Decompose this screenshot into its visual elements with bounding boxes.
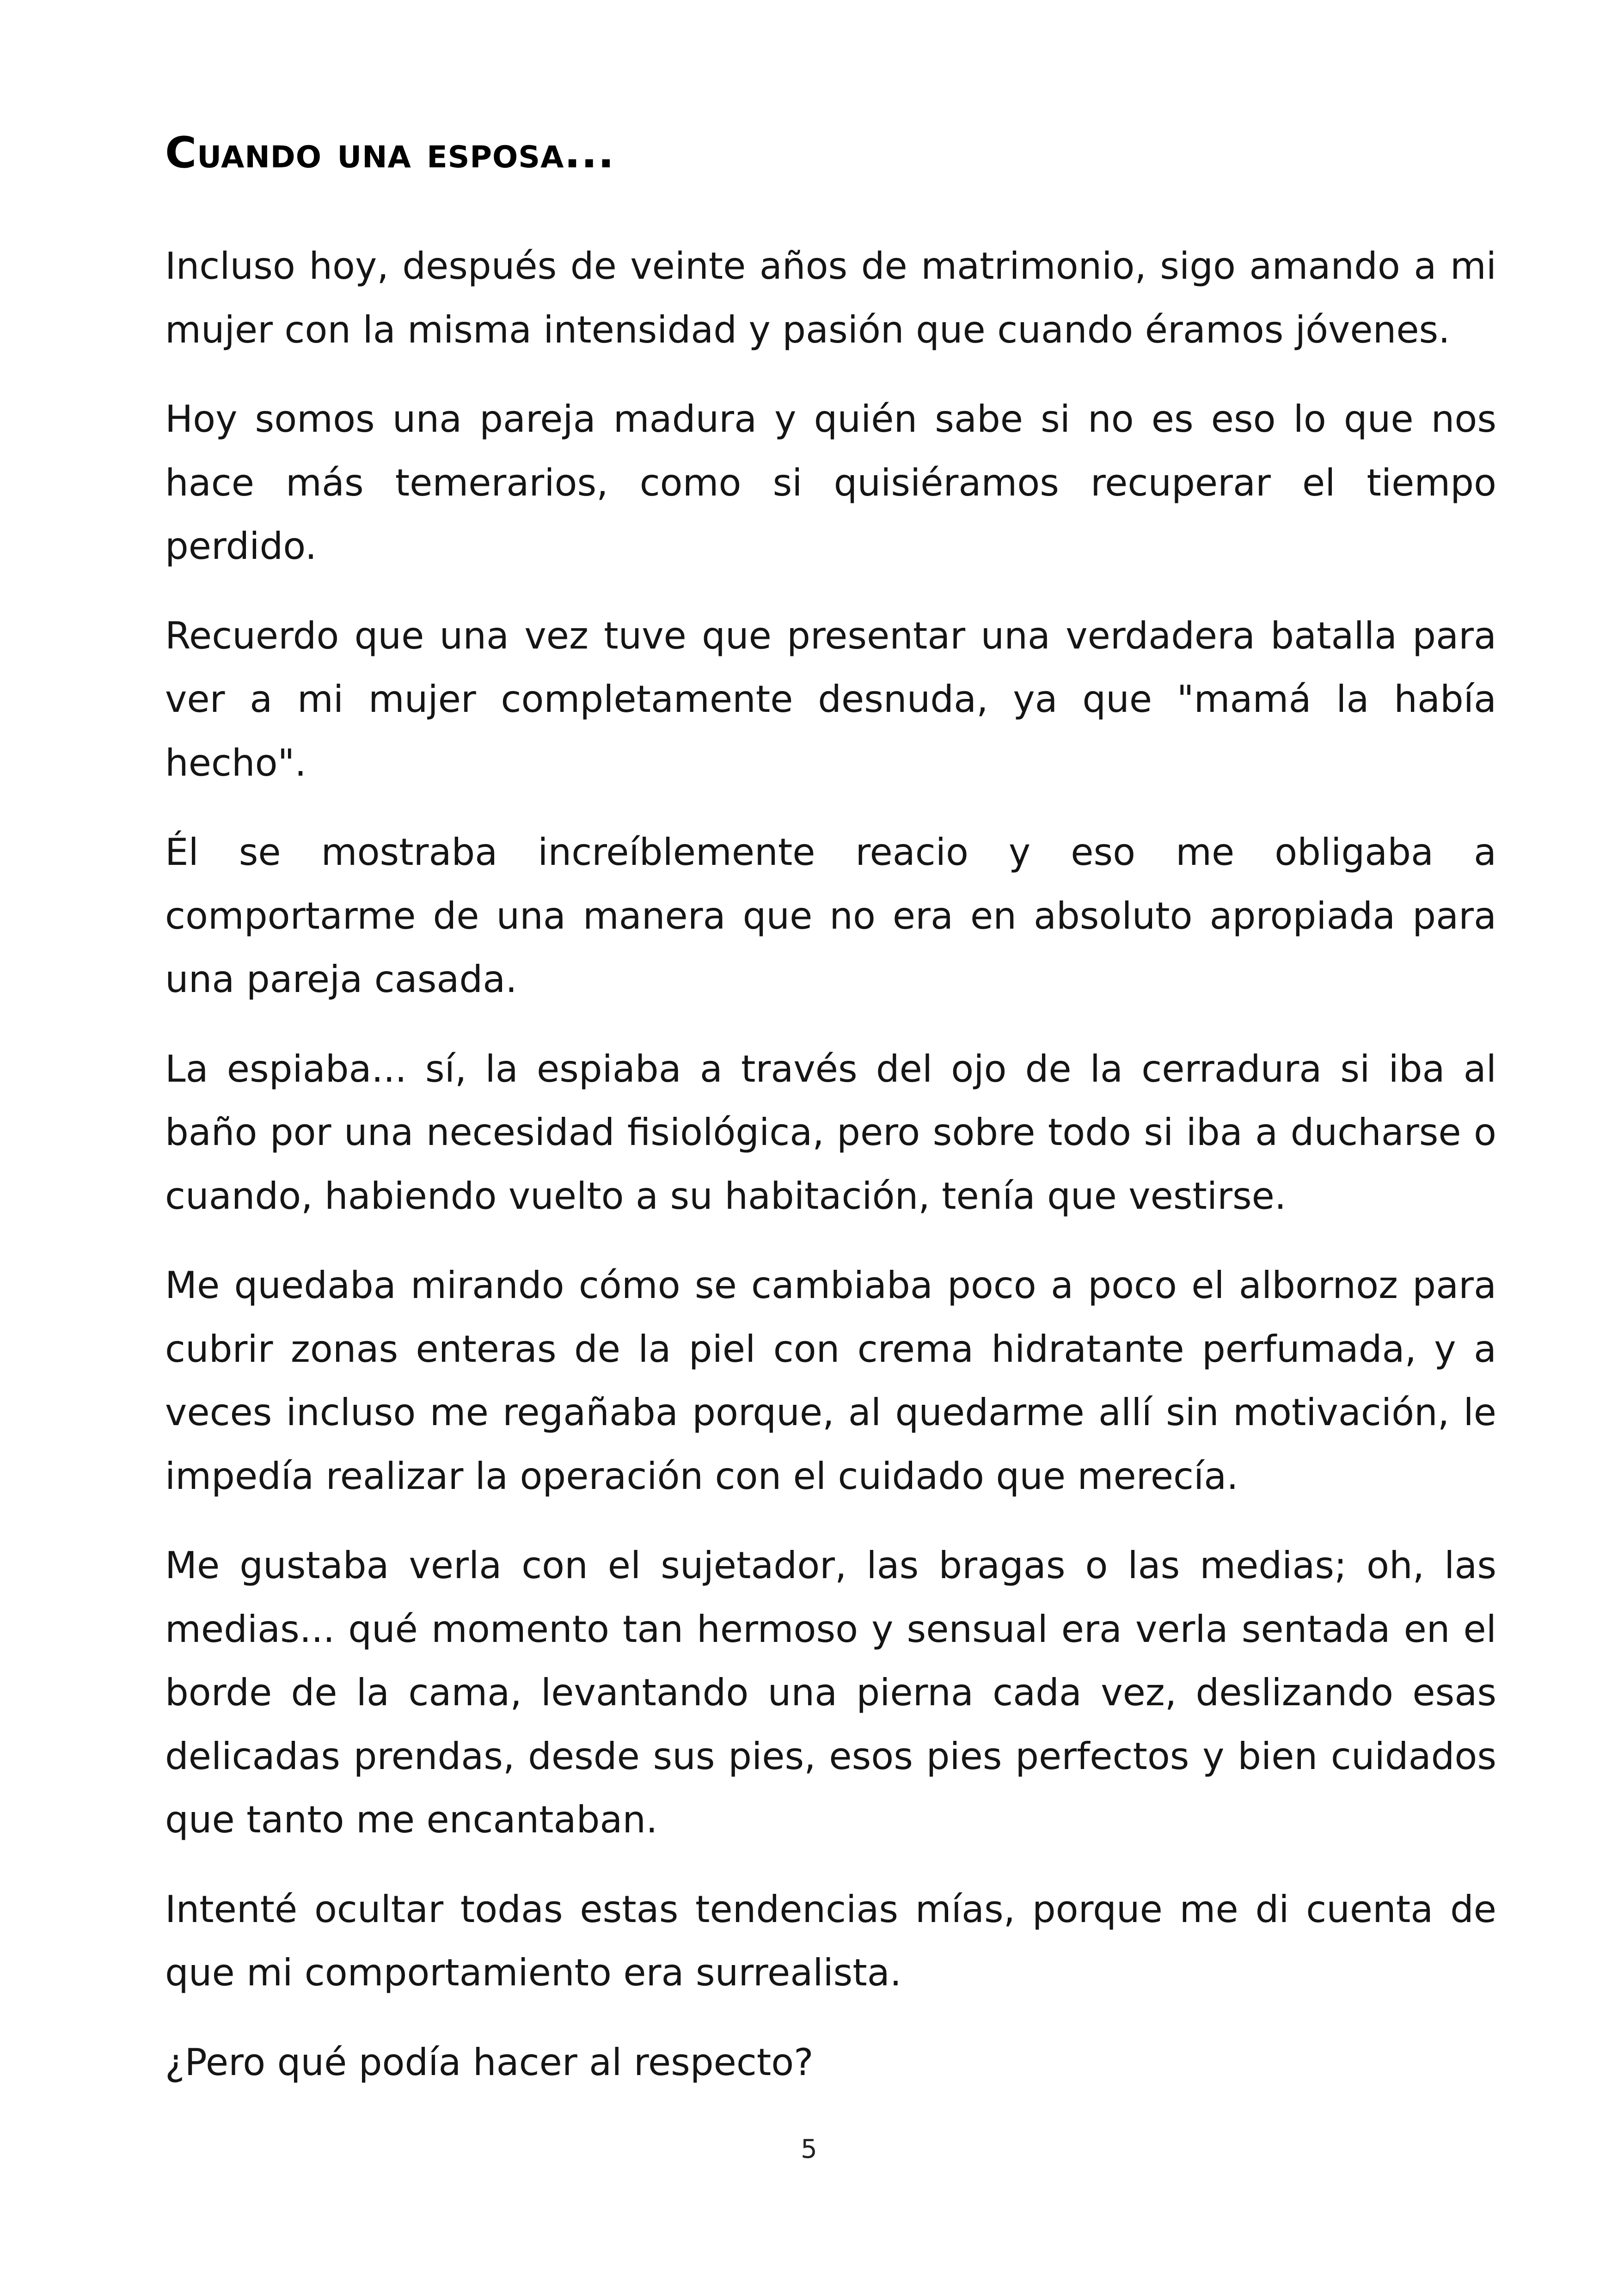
chapter-title: Cuando una esposa...	[165, 128, 615, 178]
paragraph-5: La espiaba... sí, la espiaba a través del ojo de la cerradura si iba al baño por una necesidad fisiológica, pero sobre todo si iba a ducharse o cuando, habiendo vuelto a su habitación, tenía que vestirse.	[165, 1047, 1496, 1218]
paragraph-3: Recuerdo que una vez tuve que presentar una verdadera batalla para ver a mi mujer completamente desnuda, ya que "mamá la había hecho".	[165, 614, 1496, 784]
page-body	[165, 122, 1496, 2120]
paragraph-6: Me quedaba mirando cómo se cambiaba poco a poco el albornoz para cubrir zonas enteras de la piel con crema hidratante perfumada, y a veces incluso me regañaba porque, al quedarme allí sin motivación, le impedía realizar la operación con el cuidado que merecía.	[165, 1264, 1496, 1498]
paragraph-9: ¿Pero qué podía hacer al respecto?	[165, 2040, 814, 2084]
paragraph-8: Intenté ocultar todas estas tendencias mías, porque me di cuenta de que mi comportamiento era surrealista.	[165, 1887, 1496, 1994]
page-number: 5	[801, 2134, 817, 2164]
paragraph-2: Hoy somos una pareja madura y quién sabe si no es eso lo que nos hace más temerarios, como si quisiéramos recuperar el tiempo perdido.	[165, 398, 1496, 568]
paragraph-4: Él se mostraba increíblemente reacio y eso me obligaba a comportarme de una manera que no era en absoluto apropiada para una pareja casada.	[165, 831, 1496, 1001]
paragraph-7: Me gustaba verla con el sujetador, las bragas o las medias; oh, las medias... qué momento tan hermoso y sensual era verla sentada en el borde de la cama, levantando una pierna cada vez, deslizando esas delicadas prendas, desde sus pies, esos pies perfectos y bien cuidados que tanto me encantaban.	[165, 1544, 1496, 1841]
paragraph-1: Incluso hoy, después de veinte años de matrimonio, sigo amando a mi mujer con la misma intensidad y pasión que cuando éramos jóvenes.	[165, 245, 1496, 351]
